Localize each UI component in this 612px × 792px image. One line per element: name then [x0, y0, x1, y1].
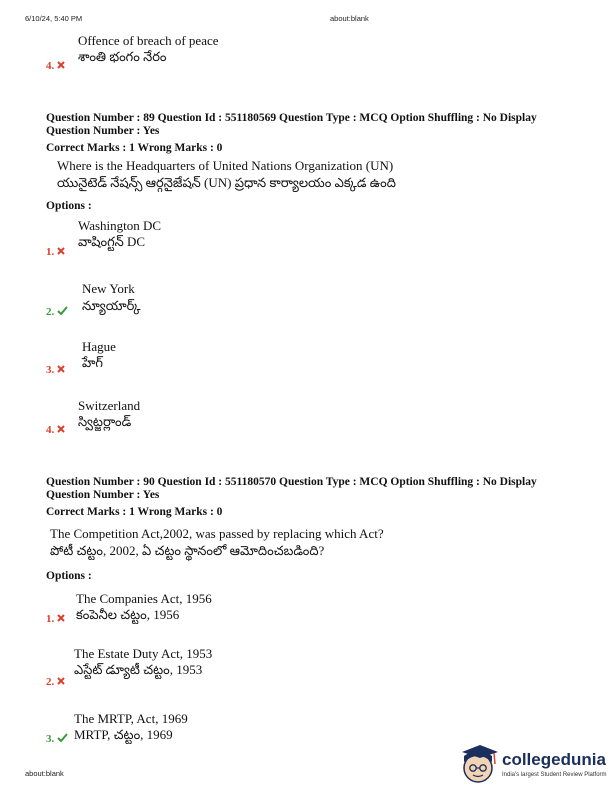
wrong-cross-icon: [57, 676, 65, 688]
q89-marks: Correct Marks : 1 Wrong Marks : 0: [46, 142, 223, 154]
q90-options-label: Options :: [46, 570, 92, 582]
student-mascot-icon: [458, 742, 500, 786]
wrong-cross-icon: [57, 364, 65, 376]
q90-meta-line1: Question Number : 90 Question Id : 551180570 Question Type : MCQ Option Shuffling : No Display: [46, 476, 537, 488]
q90-option-1-te: కంపెనీల చట్టం, 1956: [76, 607, 180, 622]
q90-marks: Correct Marks : 1 Wrong Marks : 0: [46, 506, 223, 518]
collegedunia-watermark: [458, 742, 608, 788]
wrong-cross-icon: [57, 246, 65, 258]
q89-option-2-te: న్యూయార్క్: [82, 298, 141, 313]
wrong-cross-icon: [57, 424, 65, 436]
q89-option-1-number: 1.: [46, 246, 65, 258]
q89-option-3-number: 3.: [46, 364, 65, 376]
q89-option-4-en: Switzerland: [78, 398, 141, 413]
q89-meta-line2: Question Number : Yes: [46, 125, 160, 137]
q90-meta-line2: Question Number : Yes: [46, 489, 160, 501]
q90-option-3-te: MRTP, చట్టం, 1969: [74, 727, 173, 742]
q90-option-1-number: 1.: [46, 613, 65, 625]
q90-option-2-en: The Estate Duty Act, 1953: [74, 646, 213, 661]
q90-question-te: పోటీ చట్టం, 2002, ఏ చట్టం స్థానంలో ఆమోదించబడింది?: [50, 543, 325, 558]
q90-question-en: The Competition Act,2002, was passed by replacing which Act?: [50, 526, 384, 541]
q89-option-2-en: New York: [82, 281, 135, 296]
collegedunia-tagline: India's largest Student Review Platform: [502, 772, 607, 778]
q90-option-2-te: ఎస్టేట్ డ్యూటీ చట్టం, 1953: [74, 662, 203, 677]
correct-check-icon: [57, 733, 68, 745]
q89-option-4-number: 4.: [46, 424, 65, 436]
print-title: about:blank: [330, 14, 369, 23]
q89-question-te: యునైటెడ్ నేషన్స్ ఆర్గనైజేషన్ (UN) ప్రధాన కార్యాలయం ఎక్కడ ఉంది: [57, 175, 396, 190]
prev-option-text-te: శాంతి భంగం నేరం: [78, 49, 167, 64]
q90-option-3-en: The MRTP, Act, 1969: [74, 711, 188, 726]
q89-option-1-en: Washington DC: [78, 218, 162, 233]
q89-question-en: Where is the Headquarters of United Nations Organization (UN): [57, 158, 394, 173]
q89-option-1-te: వాషింగ్టన్ DC: [78, 234, 146, 249]
print-datetime: 6/10/24, 5:40 PM: [25, 14, 83, 23]
q89-options-label: Options :: [46, 200, 92, 212]
wrong-cross-icon: [57, 60, 65, 72]
q89-option-4-te: స్విట్జర్లాండ్: [78, 414, 132, 429]
q89-option-3-te: హేగ్: [82, 355, 104, 370]
collegedunia-logo-text: collegedunia: [502, 750, 606, 769]
correct-check-icon: [57, 306, 68, 318]
q89-option-3-en: Hague: [82, 339, 116, 354]
prev-option-text-en: Offence of breach of peace: [78, 33, 219, 48]
prev-option-number: 4.: [46, 60, 65, 72]
q89-meta-line1: Question Number : 89 Question Id : 551180569 Question Type : MCQ Option Shuffling : No Display: [46, 112, 537, 124]
q89-option-2-number: 2.: [46, 306, 68, 318]
print-footer-url: about:blank: [25, 769, 64, 778]
wrong-cross-icon: [57, 613, 65, 625]
q90-option-3-number: 3.: [46, 733, 68, 745]
q90-option-2-number: 2.: [46, 676, 65, 688]
q90-option-1-en: The Companies Act, 1956: [76, 591, 212, 606]
